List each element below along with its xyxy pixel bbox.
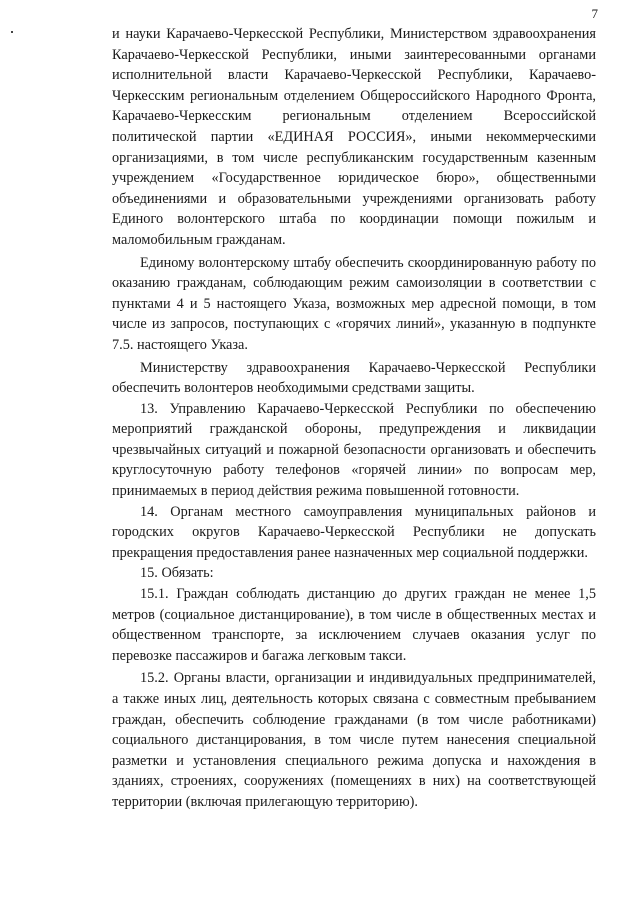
document-body [112,24,596,813]
paragraph-item-15-2: 15.2. Органы власти, организации и индивидуальных предпринимателей, а также иных лиц, деятельность которых связана с совместным пребыванием граждан, обеспечить соблюдение гражданами (в том числе работниками) социального дистанцирования, в том числе путем нанесения специальной разметки и установления специального режима допуска и нахождения в зданиях, строениях, сооружениях (помещениях в них) на соответствующей территории (включая прилегающую территорию). [112,670,596,810]
scan-speck [11,31,13,33]
paragraph-ministry-health: Министерству здравоохранения Карачаево-Черкесской Республики обеспечить волонтеров необходимыми средствами защиты. [112,359,596,397]
paragraph-item-15: 15. Обязать: [140,565,214,582]
paragraph-item-14: 14. Органам местного самоуправления муниципальных районов и городских округов Карачаево-Черкесской Республики не допускать прекращения предоставления ранее назначенных мер социальной поддержки. [112,503,596,561]
page-number: 7 [591,6,598,21]
paragraph-continuation: и науки Карачаево-Черкесской Республики, Министерством здравоохранения Карачаево-Черкесской Республики, иными заинтересованными органами исполнительной власти Карачаево-Черкесской Республики, Карачаево-Черкесским региональным отделением Общероссийского Народного Фронта, Карачаево-Черкесским региональным отделением Всероссийской политической партии «ЕДИНАЯ РОССИЯ», иными некоммерческими организациями, в том числе республиканским государственным казенным учреждением «Государственное юридическое бюро», общественными объединениями и образовательными учреждениями организовать работу Единого волонтерского штаба по координации помощи пожилым и маломобильным гражданам. [112,26,596,248]
paragraph-item-13: 13. Управлению Карачаево-Черкесской Республики по обеспечению мероприятий гражданской обороны, предупреждения и ликвидации чрезвычайных ситуаций и пожарной безопасности организовать и обеспечить круглосуточную работу телефонов «горячей линии» по вопросам мер, принимаемых в период действия режима повышенной готовности. [112,400,596,500]
paragraph-item-15-1: 15.1. Граждан соблюдать дистанцию до других граждан не менее 1,5 метров (социальное дистанцирование), в том числе в общественных местах и общественном транспорте, за исключением случаев оказания услуг по перевозке пассажиров и багажа легковым такси. [112,586,596,664]
paragraph-volunteer-hq: Единому волонтерскому штабу обеспечить скоординированную работу по оказанию гражданам, соблюдающим режим самоизоляции в соответствии с пунктами 4 и 5 настоящего Указа, возможных мер адресной помощи, в том числе из запросов, поступающих с «горячих линий», указанную в подпункте 7.5. настоящего Указа. [112,254,596,353]
